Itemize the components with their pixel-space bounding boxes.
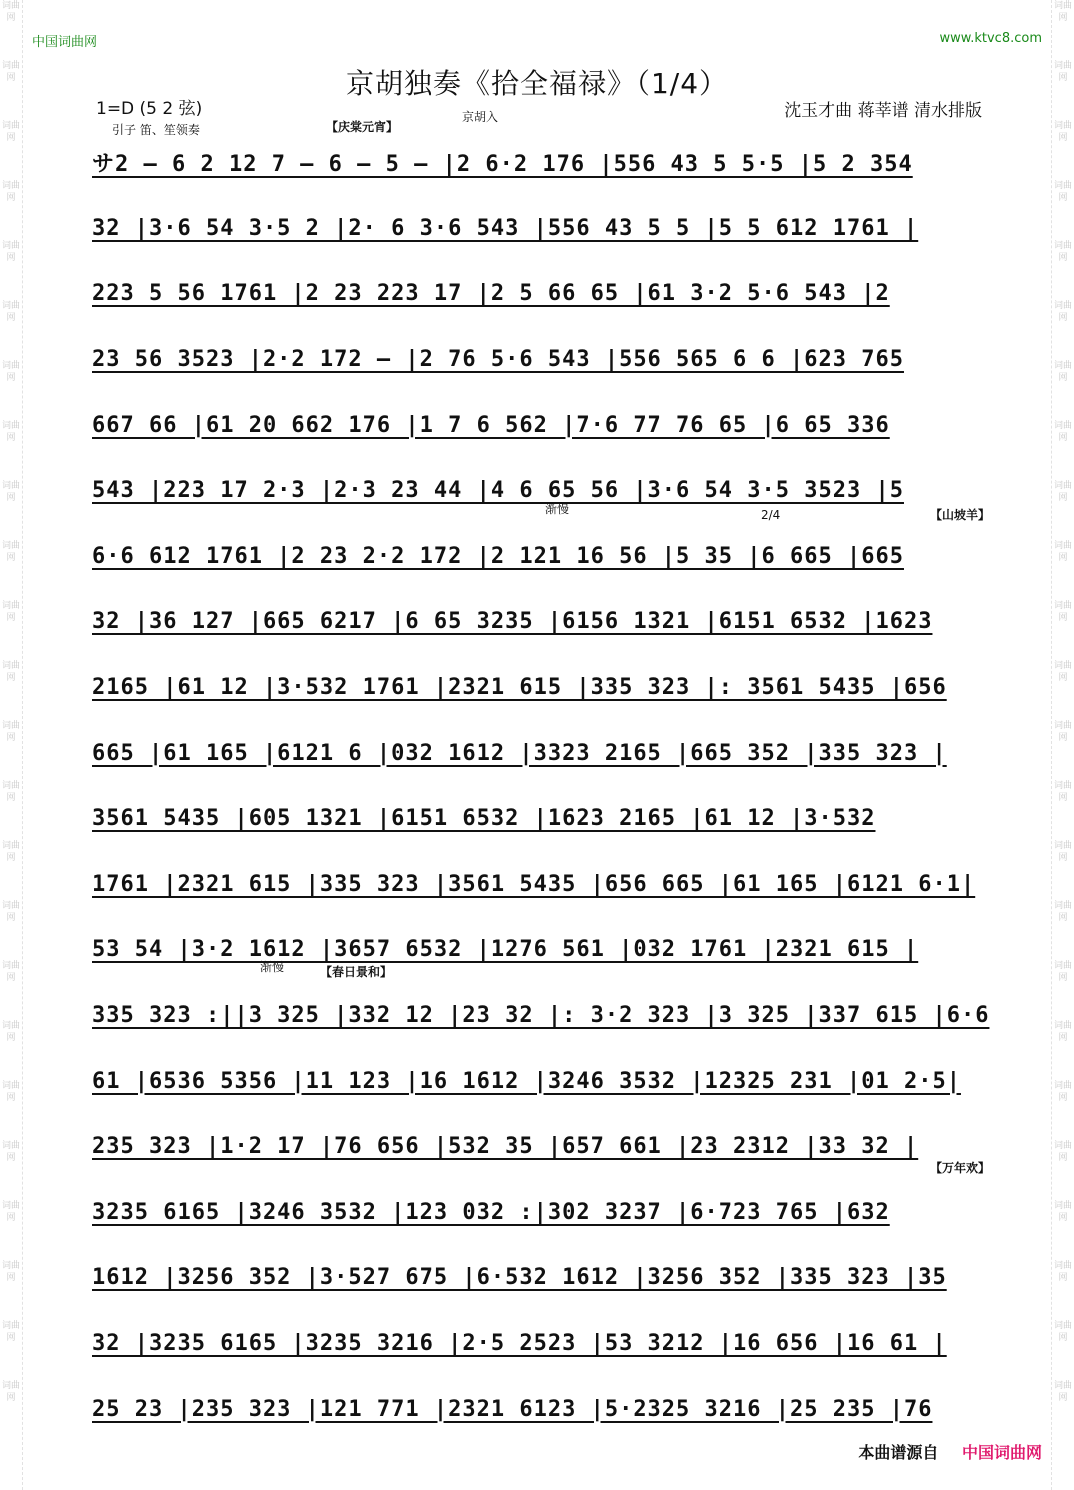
side-watermark: 词曲网 — [1053, 1321, 1072, 1343]
side-watermark: 词曲网 — [1053, 601, 1072, 623]
score-row: 543 |223 17 2·3 |2·3 23 44 |4 6 65 56 |3·6 54 3·5 3523 |5 — [92, 478, 904, 504]
side-watermark: 词曲网 — [1, 1201, 20, 1223]
site-url-right: www.ktvc8.com — [939, 31, 1042, 46]
side-watermark: 词曲网 — [1, 601, 20, 623]
footer-source-label: 本曲谱源自 — [858, 1443, 939, 1462]
side-watermark: 词曲网 — [1053, 61, 1072, 83]
side-watermark: 词曲网 — [1053, 901, 1072, 923]
score-row: サ2 – 6 2 12 7 – 6 – 5 – |2 6·2 176 |556 43 5 5·5 |5 2 354 — [92, 152, 913, 178]
right-watermark-strip — [1051, 0, 1074, 1490]
side-watermark: 词曲网 — [1, 421, 20, 443]
side-watermark: 词曲网 — [1, 61, 20, 83]
side-watermark: 词曲网 — [1, 661, 20, 683]
score-title: 京胡独奏《拾全福禄》（1/4） — [345, 67, 729, 100]
side-watermark: 词曲网 — [1053, 1381, 1072, 1403]
side-watermark: 词曲网 — [1, 961, 20, 983]
score-row: 665 |61 165 |6121 6 |032 1612 |3323 2165 |665 352 |335 323 | — [92, 740, 947, 766]
jinghu-enters-annotation: 京胡入 — [462, 110, 499, 124]
section-label-3: 【春日景和】 — [320, 965, 393, 979]
section-label-2: 【山坡羊】 — [930, 508, 991, 522]
side-watermark: 词曲网 — [1, 721, 20, 743]
side-watermark: 词曲网 — [1053, 241, 1072, 263]
side-watermark: 词曲网 — [1, 781, 20, 803]
tempo-marking-1: 渐慢 — [545, 502, 570, 516]
section-label-4: 【万年欢】 — [930, 1161, 991, 1175]
side-watermark: 词曲网 — [1, 841, 20, 863]
composer-credits: 沈玉才曲 蒋莘谱 清水排版 — [784, 101, 982, 121]
side-watermark: 词曲网 — [1053, 1021, 1072, 1043]
side-watermark: 词曲网 — [1, 541, 20, 563]
side-watermark: 词曲网 — [1053, 1261, 1072, 1283]
score-row: 1761 |2321 615 |335 323 |3561 5435 |656 665 |61 165 |6121 6·1| — [92, 871, 976, 897]
key-signature: 1=D (5 2 弦) — [96, 99, 203, 119]
score-row: 6·6 612 1761 |2 23 2·2 172 |2 121 16 56 |5 35 |6 665 |665 — [92, 543, 904, 569]
side-watermark: 词曲网 — [1, 481, 20, 503]
footer-source — [858, 1440, 1042, 1463]
side-watermark: 词曲网 — [1, 1261, 20, 1283]
side-watermark: 词曲网 — [1053, 421, 1072, 443]
side-watermark: 词曲网 — [1053, 121, 1072, 143]
side-watermark: 词曲网 — [1, 1141, 20, 1163]
score-row: 53 54 |3·2 1612 |3657 6532 |1276 561 |032 1761 |2321 615 | — [92, 937, 919, 963]
score-row: 1612 |3256 352 |3·527 675 |6·532 1612 |3256 352 |335 323 |35 — [92, 1265, 947, 1291]
score-row: 223 5 56 1761 |2 23 223 17 |2 5 66 65 |61 3·2 5·6 543 |2 — [92, 281, 890, 307]
side-watermark: 词曲网 — [1053, 721, 1072, 743]
score-row: 2165 |61 12 |3·532 1761 |2321 615 |335 323 |: 3561 5435 |656 — [92, 675, 947, 701]
tempo-marking-2: 渐慢 — [260, 960, 285, 974]
side-watermark: 词曲网 — [1, 1, 20, 23]
side-watermark: 词曲网 — [1, 1081, 20, 1103]
side-watermark: 词曲网 — [1053, 781, 1072, 803]
side-watermark: 词曲网 — [1053, 1201, 1072, 1223]
side-watermark: 词曲网 — [1, 901, 20, 923]
side-watermark: 词曲网 — [1053, 181, 1072, 203]
site-name-left: 中国词曲网 — [32, 35, 98, 50]
side-watermark: 词曲网 — [1, 301, 20, 323]
side-watermark: 词曲网 — [1, 121, 20, 143]
score-row: 235 323 |1·2 17 |76 656 |532 35 |657 661 |23 2312 |33 32 | — [92, 1134, 919, 1160]
score-row: 61 |6536 5356 |11 123 |16 1612 |3246 3532 |12325 231 |01 2·5| — [92, 1068, 961, 1094]
jianpu-score — [92, 130, 992, 1442]
score-row: 3561 5435 |605 1321 |6151 6532 |1623 2165 |61 12 |3·532 — [92, 806, 876, 832]
score-row: 32 |36 127 |665 6217 |6 65 3235 |6156 1321 |6151 6532 |1623 — [92, 609, 933, 635]
side-watermark: 词曲网 — [1, 181, 20, 203]
score-row: 667 66 |61 20 662 176 |1 7 6 562 |7·6 77 76 65 |6 65 336 — [92, 412, 890, 438]
left-watermark-strip — [0, 0, 23, 1490]
side-watermark: 词曲网 — [1053, 1141, 1072, 1163]
side-watermark: 词曲网 — [1053, 361, 1072, 383]
side-watermark: 词曲网 — [1, 241, 20, 263]
score-row: 23 56 3523 |2·2 172 – |2 76 5·6 543 |556 565 6 6 |623 765 — [92, 347, 904, 373]
side-watermark: 词曲网 — [1053, 1081, 1072, 1103]
side-watermark: 词曲网 — [1053, 661, 1072, 683]
score-row: 335 323 :||3 325 |332 12 |23 32 |: 3·2 323 |3 325 |337 615 |6·6 — [92, 1003, 990, 1029]
side-watermark: 词曲网 — [1, 361, 20, 383]
footer-source-site: 中国词曲网 — [961, 1443, 1042, 1462]
side-watermark: 词曲网 — [1, 1381, 20, 1403]
side-watermark: 词曲网 — [1, 1021, 20, 1043]
intro-annotation: 引子 笛、笙领奏 — [112, 123, 200, 137]
score-row: 3235 6165 |3246 3532 |123 032 :|302 3237 |6·723 765 |632 — [92, 1199, 890, 1225]
score-row: 32 |3235 6165 |3235 3216 |2·5 2523 |53 3212 |16 656 |16 61 | — [92, 1330, 947, 1356]
side-watermark: 词曲网 — [1053, 481, 1072, 503]
score-row: 25 23 |235 323 |121 771 |2321 6123 |5·2325 3216 |25 235 |76 — [92, 1396, 933, 1422]
side-watermark: 词曲网 — [1053, 541, 1072, 563]
side-watermark: 词曲网 — [1053, 961, 1072, 983]
side-watermark: 词曲网 — [1, 1321, 20, 1343]
section-label-1: 【庆棠元宵】 — [326, 120, 399, 134]
side-watermark: 词曲网 — [1053, 841, 1072, 863]
score-row: 32 |3·6 54 3·5 2 |2· 6 3·6 543 |556 43 5 5 |5 5 612 1761 | — [92, 215, 919, 241]
side-watermark: 词曲网 — [1053, 301, 1072, 323]
meter-change: 2/4 — [761, 508, 781, 522]
side-watermark: 词曲网 — [1053, 1, 1072, 23]
